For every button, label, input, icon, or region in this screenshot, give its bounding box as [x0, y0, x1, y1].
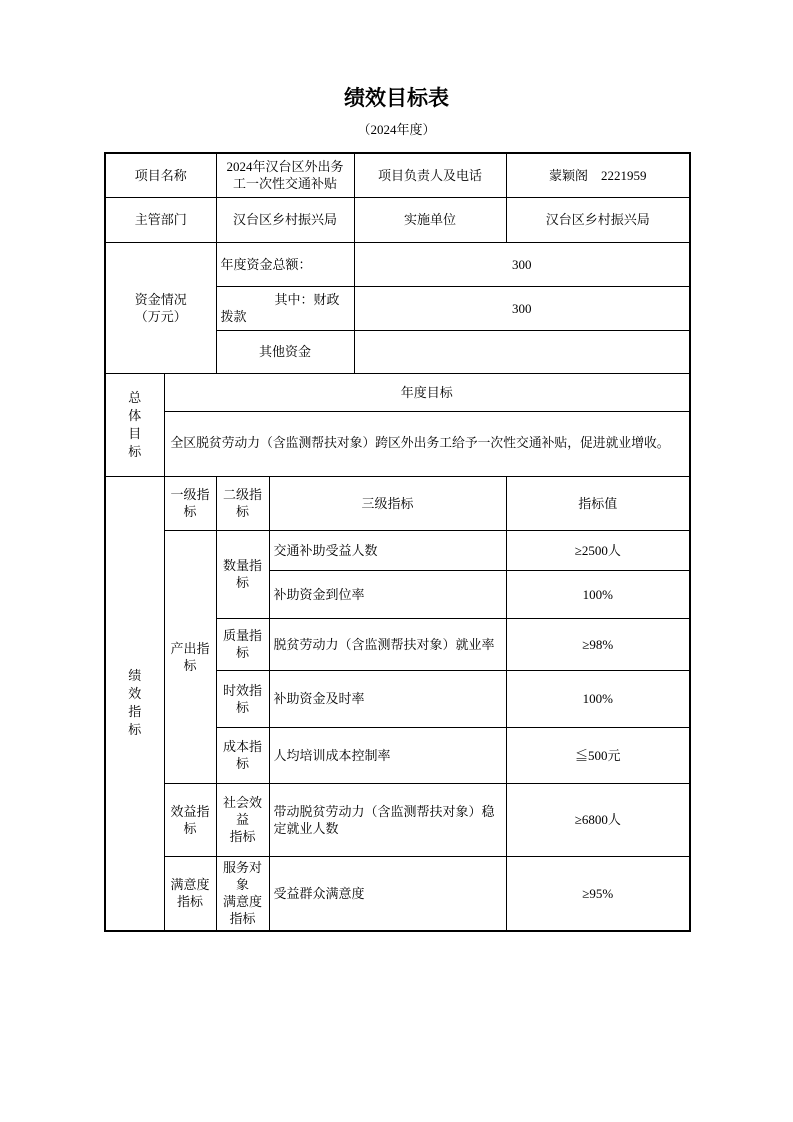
level1-satisfaction: 满意度指标 — [170, 877, 210, 910]
project-manager-value: 蒙颖阁 2221959 — [506, 153, 690, 197]
fiscal-allocation-value: 300 — [354, 286, 690, 330]
level2-quality-cell — [216, 618, 269, 670]
level2-social-benefit — [223, 794, 263, 845]
project-manager-label: 项目负责人及电话 — [354, 153, 506, 197]
funding-label-cell — [105, 242, 216, 373]
header-level3: 三级指标 — [269, 476, 506, 530]
table-row — [105, 411, 690, 476]
indicator-value: ≦500元 — [506, 727, 690, 783]
level2-cost: 成本指标 — [223, 739, 263, 771]
level2-quantity: 数量指标 — [223, 558, 263, 590]
indicator-value: 100% — [506, 570, 690, 618]
page-title: 绩效目标表 — [344, 86, 449, 110]
indicator-name: 受益群众满意度 — [269, 856, 506, 931]
level2-social-benefit-line: 指标 — [229, 829, 256, 844]
other-funding-label: 其他资金 — [216, 330, 354, 373]
funding-unit: （万元） — [134, 308, 187, 324]
level1-benefit: 效益指标 — [170, 803, 210, 836]
project-name-value: 2024年汉台区外出务工一次性交通补贴 — [226, 159, 344, 192]
table-row — [105, 197, 690, 242]
funding-label: 资金情况 — [134, 291, 187, 307]
overall-goal-label-cell — [105, 373, 164, 476]
indicators-label: 绩效指标 — [128, 668, 142, 738]
implementing-unit-value: 汉台区乡村振兴局 — [506, 197, 690, 242]
indicator-name: 人均培训成本控制率 — [269, 727, 506, 783]
level2-quantity-cell — [216, 530, 269, 618]
header-level2: 二级指标 — [223, 487, 263, 519]
annual-funding-total-value: 300 — [354, 242, 690, 286]
table-row — [105, 783, 690, 856]
table-row — [105, 242, 690, 286]
level2-timeliness: 时效指标 — [223, 682, 263, 715]
annual-funding-total-label: 年度资金总额： — [216, 242, 354, 286]
indicator-name: 补助资金及时率 — [269, 670, 506, 727]
table-row — [105, 530, 690, 570]
level2-social-benefit-cell — [216, 783, 269, 856]
table-row — [105, 856, 690, 931]
level2-cost-cell — [216, 727, 269, 783]
project-name-label: 项目名称 — [105, 153, 216, 197]
indicator-value: ≥6800人 — [506, 783, 690, 856]
header-value: 指标值 — [506, 476, 690, 530]
indicator-name: 带动脱贫劳动力（含监测帮扶对象）稳定就业人数 — [269, 783, 506, 856]
indicator-name: 交通补助受益人数 — [269, 530, 506, 570]
indicator-value: ≥2500人 — [506, 530, 690, 570]
implementing-unit-label: 实施单位 — [354, 197, 506, 242]
header-level2-cell — [216, 476, 269, 530]
level2-service-satisfaction-line: 服务对象 — [223, 860, 263, 893]
level2-service-satisfaction-line: 满意度指标 — [223, 894, 263, 927]
indicator-value: 100% — [506, 670, 690, 727]
indicator-name: 脱贫劳动力（含监测帮扶对象）就业率 — [269, 618, 506, 670]
level2-service-satisfaction-cell — [216, 856, 269, 931]
level1-output-cell — [164, 530, 216, 783]
page-subtitle: （2024年度） — [357, 122, 436, 137]
table-row — [105, 153, 690, 197]
indicator-name: 补助资金到位率 — [269, 570, 506, 618]
header-level1-cell — [164, 476, 216, 530]
level2-timeliness-cell — [216, 670, 269, 727]
annual-goal-content: 全区脱贫劳动力（含监测帮扶对象）跨区外出务工给予一次性交通补贴，促进就业增收。 — [164, 411, 690, 476]
header-level1: 一级指标 — [170, 487, 210, 519]
indicator-value: ≥98% — [506, 618, 690, 670]
overall-goal-label: 总体目标 — [128, 389, 142, 459]
fiscal-allocation-label: 其中：财政拨款 — [220, 292, 340, 324]
level1-benefit-cell — [164, 783, 216, 856]
level2-service-satisfaction — [223, 859, 263, 927]
annual-goal-header: 年度目标 — [164, 373, 690, 411]
level2-social-benefit-line: 社会效益 — [223, 795, 263, 827]
performance-target-table — [104, 152, 691, 932]
level1-satisfaction-cell — [164, 856, 216, 931]
project-name-cell — [216, 153, 354, 197]
level2-quality: 质量指标 — [223, 628, 263, 660]
level1-output: 产出指标 — [170, 640, 210, 673]
indicator-value: ≥95% — [506, 856, 690, 931]
indicators-label-cell — [105, 476, 164, 931]
other-funding-value — [354, 330, 690, 373]
fiscal-allocation-cell — [216, 286, 354, 330]
department-value: 汉台区乡村振兴局 — [216, 197, 354, 242]
table-row — [105, 476, 690, 530]
table-row — [105, 373, 690, 411]
department-label: 主管部门 — [105, 197, 216, 242]
